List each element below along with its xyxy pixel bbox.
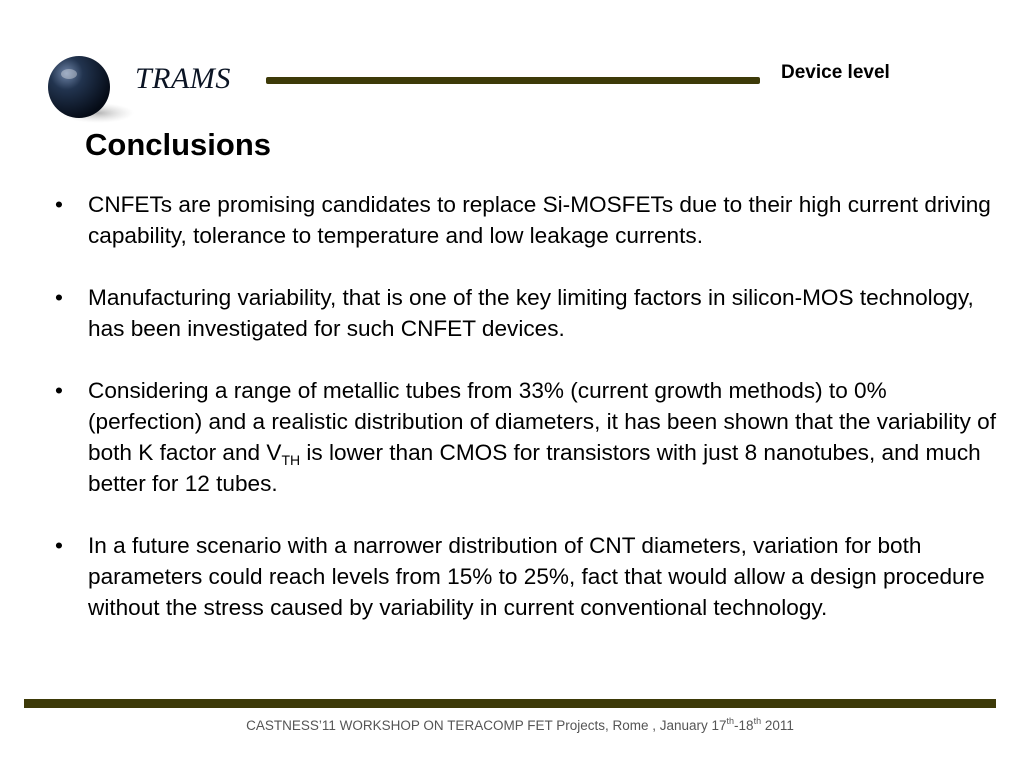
bullet-item — [55, 375, 1005, 499]
slide-title: Conclusions — [85, 127, 272, 162]
bullet-text: CNFETs are promising candidates to replace Si-MOSFETs due to their high current driving capability, tolerance to temperature and low leakage currents. — [88, 192, 991, 248]
footer-main: CASTNESS’11 WORKSHOP ON TERACOMP FET Projects, Rome , January 17 — [246, 718, 727, 733]
section-label: Device level — [781, 62, 890, 83]
bullet-dot-icon: • — [55, 192, 63, 217]
bullet-text-part: is lower than CMOS for transistors with just 8 nanotubes, and much better for 12 tubes. — [88, 440, 981, 496]
trams-logo — [40, 50, 250, 130]
bullet-dot-icon: • — [55, 378, 63, 403]
bullet-item — [55, 530, 1005, 623]
logo-wordmark: TRAMS — [135, 62, 231, 95]
footer-year: 2011 — [761, 718, 794, 733]
bullet-dot-icon: • — [55, 533, 63, 558]
footer-sup: th — [726, 716, 735, 726]
bullet-list — [55, 189, 1005, 654]
bullet-text: In a future scenario with a narrower distribution of CNT diameters, variation for both parameters could reach levels from 15% to 25%, fact that would allow a design procedure without the stress caused by variability in current conventional technology. — [88, 533, 985, 620]
footer-dash: -18 — [734, 718, 754, 733]
bullet-text — [88, 378, 996, 496]
sphere-logo-icon — [46, 53, 136, 127]
bullet-dot-icon: • — [55, 285, 63, 310]
bullet-text-part: Considering a range of metallic tubes from 33% (current growth methods) to 0% (perfection) and a realistic distribution of diameters, it has been shown that the variability of both K factor and V — [88, 378, 996, 465]
footer-divider — [24, 699, 996, 708]
header-divider — [266, 77, 760, 84]
bullet-item — [55, 189, 1005, 251]
subscript-th: TH — [281, 452, 301, 468]
bullet-text: Manufacturing variability, that is one of the key limiting factors in silicon-MOS technology, has been investigated for such CNFET devices. — [88, 285, 974, 341]
footer-text — [0, 718, 1024, 733]
footer-sup: th — [753, 716, 762, 726]
bullet-item — [55, 282, 1005, 344]
